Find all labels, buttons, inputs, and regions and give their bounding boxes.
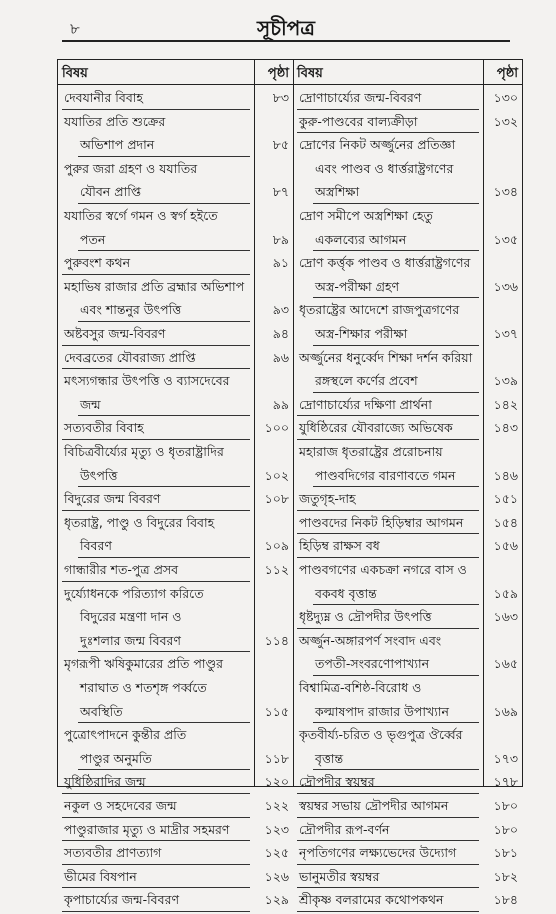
entry-title: পাণ্ডবগণের একচক্রা নগরে বাস ও — [299, 562, 467, 577]
entry-underline — [78, 250, 250, 251]
toc-entry — [293, 348, 522, 395]
entry-page-number: ১৬৯ — [493, 703, 518, 719]
entry-underline — [62, 274, 250, 275]
entry-underline — [313, 203, 479, 204]
entry-underline — [78, 486, 250, 487]
entry-underline — [297, 132, 479, 133]
entry-underline — [297, 864, 479, 865]
page-heading: পৃষ্ঠা — [267, 66, 289, 81]
entry-title: অর্জ্জুনের ধনুর্ব্বেদ শিক্ষা দর্শন করিয়া — [299, 349, 473, 365]
entry-underline — [297, 557, 479, 558]
entry-title: ধৃতরাষ্ট্রের আদেশে রাজপুত্রগণের — [299, 302, 460, 318]
entry-underline — [62, 911, 250, 912]
toc-entry — [293, 418, 522, 442]
entry-title: দুর্য্যোধনকে পরিত্যাগ করিতে — [64, 585, 204, 601]
entry-underline — [313, 675, 479, 676]
entry-title-continuation: পাণ্ডবদিগের বারণাবতে গমন — [315, 467, 456, 483]
entry-title: ভানুমতীর স্বয়ম্বর — [299, 868, 380, 884]
entry-title: পুরুবংশ কথন — [64, 255, 131, 271]
entry-page-number: ১১২ — [264, 562, 289, 577]
entry-page-number: ১৭৩ — [493, 750, 518, 766]
entry-title: যুধিষ্ঠিরের যৌবরাজ্যে অভিষেক — [299, 420, 453, 436]
entry-underline — [297, 840, 479, 841]
entry-page-number: ১৮২ — [493, 868, 518, 884]
entry-page-number: ৯৬ — [272, 349, 289, 365]
entry-underline — [62, 793, 250, 794]
toc-entry — [293, 725, 522, 772]
entry-page-number: ১৮১ — [493, 845, 518, 861]
entry-page-number: ১২৩ — [264, 821, 289, 837]
entry-title: কুরু-পাণ্ডবের বাল্যক্রীড়া — [299, 113, 418, 129]
entry-page-number: ১২৬ — [264, 868, 289, 884]
toc-entry — [58, 442, 293, 489]
entry-page-number: ১৩০ — [493, 90, 518, 105]
entry-page-number: ১৩২ — [493, 113, 518, 129]
entry-underline — [78, 557, 250, 558]
entry-underline — [313, 392, 479, 393]
entry-title-continuation: কল্মাষপাদ রাজার উপাখ্যান — [315, 703, 449, 719]
toc-entry — [58, 371, 293, 418]
entry-page-number: ১৭৮ — [493, 774, 518, 790]
entry-title: বিশ্বামিত্র-বশিষ্ঠ-বিরোধ ও — [299, 680, 422, 695]
entry-underline — [297, 415, 479, 416]
entry-title-continuation: বিদুরের মন্ত্রণা দান ও — [80, 609, 182, 625]
toc-entry — [58, 88, 293, 112]
entry-page-number: ৯৩ — [272, 302, 289, 318]
entry-title: যুধিষ্ঠিরাদির জন্ম — [64, 774, 146, 790]
page-title: সূচীপত্র — [257, 16, 315, 40]
entry-title-continuation: উৎপত্তি — [80, 467, 118, 483]
entry-page-number: ১১৪ — [264, 632, 289, 648]
entry-page-number: ১০২ — [264, 467, 289, 483]
entry-page-number: ১২৯ — [264, 892, 289, 908]
entry-page-number: ১৮০ — [493, 821, 518, 837]
entry-page-number: ১৩৪ — [493, 184, 518, 200]
entry-underline — [297, 793, 479, 794]
toc-entry — [293, 678, 522, 725]
entry-underline — [297, 817, 479, 818]
toc-entry — [293, 536, 522, 560]
subject-heading: বিষয় — [62, 66, 88, 81]
toc-entry — [58, 206, 293, 253]
entry-title: সত্যবতীর প্রাণত্যাগ — [64, 845, 162, 861]
entry-underline — [297, 628, 479, 629]
entry-underline — [62, 439, 250, 440]
entry-title: যযাতির স্বর্গে গমন ও স্বর্গ হইতে — [64, 208, 218, 223]
header-rule — [62, 40, 510, 42]
toc-entry — [293, 300, 522, 347]
toc-entry — [293, 607, 522, 631]
toc-entry — [58, 772, 293, 796]
toc-entry — [293, 820, 522, 844]
entry-underline — [313, 486, 479, 487]
entry-page-number: ৯৯ — [272, 396, 289, 412]
toc-table — [57, 59, 523, 908]
toc-entry — [293, 206, 522, 253]
entry-title: পুরুর জরা গ্রহণ ও যযাতির — [64, 160, 198, 176]
entry-page-number: ১৪২ — [493, 396, 518, 412]
toc-entry — [293, 772, 522, 796]
entry-title: ভীমের বিষপান — [64, 868, 137, 884]
entry-underline — [62, 817, 250, 818]
entry-title-continuation: রঙ্গস্থলে কর্ণের প্রবেশ — [315, 373, 418, 389]
entry-title: দ্রোণাচার্য্যের দক্ষিণা প্রার্থনা — [299, 396, 432, 412]
entry-page-number: ১৬৩ — [493, 609, 518, 625]
toc-entry — [58, 725, 293, 772]
entry-title: দেবযানীর বিবাহ — [64, 90, 143, 105]
entry-title: বিচিত্রবীর্য্যের মৃত্যু ও ধৃতরাষ্ট্রাদির — [64, 444, 224, 459]
entry-page-number: ১২০ — [264, 774, 289, 790]
toc-entry — [58, 277, 293, 324]
entry-title: পাণ্ডুরাজার মৃত্যু ও মাদ্রীর সহমরণ — [64, 821, 230, 837]
toc-entry — [293, 890, 522, 914]
entry-title: দেবব্রতের যৌবরাজ্য প্রাপ্তি — [64, 349, 196, 365]
entry-title: মৎস্যগন্ধার উৎপত্তি ও ব্যাসদেবের — [64, 373, 230, 389]
entry-title-continuation: অস্ত্র-শিক্ষার পরীক্ষা — [315, 325, 408, 341]
entry-title-continuation: অস্ত্রশিক্ষা — [315, 184, 360, 200]
entry-title: নকুল ও সহদেবের জন্ম — [64, 798, 177, 813]
entry-title-continuation: বকবধ বৃত্তান্ত — [315, 585, 377, 601]
entry-title: ধৃষ্টদ্যুম্ন ও দ্রৌপদীর উৎপত্তি — [299, 609, 432, 625]
entry-title-continuation: এবং শান্তনুর উৎপত্তি — [80, 302, 182, 318]
entry-page-number: ১৬৫ — [493, 656, 518, 672]
entry-page-number: ১৮০ — [493, 798, 518, 813]
entry-page-number: ১৫১ — [493, 491, 518, 507]
entry-underline — [297, 109, 479, 110]
entry-page-number: ১৩৭ — [493, 325, 518, 341]
entry-title: ধৃতরাষ্ট্র, পাণ্ডু ও বিদুরের বিবাহ — [64, 514, 215, 530]
entry-title-continuation: শরাঘাত ও শতশৃঙ্গ পর্ব্বতে — [80, 679, 207, 695]
entry-page-number: ১০৯ — [264, 538, 289, 554]
entry-title: জতুগৃহ-দাহ — [299, 491, 356, 507]
entry-title-continuation: তপতী-সংবরণোপাখ্যান — [315, 656, 430, 672]
toc-entry — [58, 253, 293, 277]
entry-title-continuation: জন্ম — [80, 396, 101, 412]
entry-underline — [313, 250, 479, 251]
entry-title: দ্রোণের নিকট অর্জ্জুনের প্রতিজ্ঞা — [299, 137, 456, 153]
toc-entry — [293, 843, 522, 867]
column-header — [58, 60, 293, 85]
entry-title: মহারাজ ধৃতরাষ্ট্রের প্ররোচনায় — [299, 444, 443, 459]
entry-title: মহাভিষ রাজার প্রতি ব্রহ্মার অভিশাপ — [64, 278, 245, 294]
toc-entry — [293, 867, 522, 891]
toc-entry — [58, 654, 293, 725]
toc-entry — [58, 890, 293, 914]
entry-page-number: ৯১ — [272, 255, 289, 271]
entry-title: দ্রৌপদীর স্বয়ম্বর — [299, 774, 375, 790]
entry-underline — [78, 651, 250, 652]
entry-title-continuation: দুঃশলার জন্ম বিবরণ — [80, 632, 181, 648]
entry-underline — [297, 533, 479, 534]
toc-entry — [293, 442, 522, 489]
entry-title-continuation: বিবরণ — [80, 538, 112, 554]
toc-entry — [58, 159, 293, 206]
entry-page-number: ১৩৬ — [493, 278, 518, 294]
toc-entry — [58, 112, 293, 159]
toc-entry — [58, 348, 293, 372]
entry-title-continuation: বৃত্তান্ত — [315, 750, 344, 766]
entry-title: পাণ্ডবদের নিকট হিড়িম্বার আগমন — [299, 514, 464, 530]
entry-title: যযাতির প্রতি শুক্রের — [64, 113, 166, 129]
column-header — [293, 60, 522, 85]
toc-entry — [58, 418, 293, 442]
entry-title-continuation: পাণ্ডুর অনুমতি — [80, 750, 152, 766]
toc-entry — [58, 324, 293, 348]
entry-underline — [313, 722, 479, 723]
entry-title-continuation: অস্ত্র-পরীক্ষা গ্রহণ — [315, 278, 400, 294]
entry-underline — [62, 887, 250, 888]
entry-page-number: ৯৪ — [272, 326, 289, 341]
entry-underline — [297, 887, 479, 888]
entry-title-continuation: অভিশাপ প্রদান — [80, 137, 155, 153]
entry-title: সত্যবতীর বিবাহ — [64, 420, 144, 436]
entry-page-number: ৮৭ — [272, 184, 289, 200]
toc-entry — [293, 112, 522, 136]
entry-underline — [313, 604, 479, 605]
entry-underline — [78, 321, 250, 322]
entry-underline — [78, 156, 250, 157]
toc-entry — [58, 513, 293, 560]
entry-page-number: ৮৯ — [272, 231, 289, 247]
entry-underline — [62, 510, 250, 511]
toc-entry — [58, 489, 293, 513]
entry-title-continuation: পতন — [80, 231, 106, 247]
entry-underline — [297, 510, 479, 511]
toc-entry — [58, 843, 293, 867]
entry-underline — [313, 297, 479, 298]
entry-title: দ্রৌপদীর রূপ-বর্ণন — [299, 821, 390, 837]
entry-title: অর্জ্জুন-অঙ্গারপর্ণ সংবাদ এবং — [299, 632, 442, 648]
toc-entry — [293, 560, 522, 607]
entry-title: মৃগরূপী ঋষিকুমারের প্রতি পাণ্ডুর — [64, 656, 223, 672]
page-header — [62, 8, 510, 42]
entry-title: বিদুরের জন্ম বিবরণ — [64, 491, 161, 507]
entry-title: দ্রোণ সমীপে অস্ত্রশিক্ষা হেতু — [299, 208, 433, 223]
entry-underline — [297, 911, 479, 912]
entry-page-number: ১০৮ — [264, 491, 289, 507]
entry-underline — [78, 769, 250, 770]
entry-underline — [78, 722, 250, 723]
toc-column-right — [293, 60, 522, 908]
subject-heading: বিষয় — [297, 66, 323, 81]
toc-column-left — [58, 60, 294, 908]
entry-page-number: ১২৫ — [264, 845, 289, 861]
entry-underline — [78, 203, 250, 204]
entry-page-number: ১৫৪ — [493, 514, 518, 530]
toc-entry — [293, 395, 522, 419]
toc-entry — [58, 584, 293, 655]
entry-page-number: ৮৩ — [272, 90, 289, 105]
entry-underline — [62, 368, 250, 369]
entry-underline — [62, 581, 250, 582]
page-number: ৮ — [70, 20, 80, 38]
entry-title: অষ্টবসুর জন্ম-বিবরণ — [64, 326, 166, 341]
toc-entry — [293, 135, 522, 206]
toc-entry — [293, 631, 522, 678]
entry-underline — [62, 345, 250, 346]
entry-title-continuation: যৌবন প্রাপ্তি — [80, 184, 142, 200]
entry-underline — [62, 840, 250, 841]
entry-page-number: ১৪৩ — [493, 420, 518, 436]
entry-underline — [78, 415, 250, 416]
entry-title-continuation: এবং পাণ্ডব ও ধার্ত্তরাষ্ট্রগণের — [315, 160, 454, 176]
entry-page-number: ৮৫ — [272, 137, 289, 153]
entry-page-number: ১৮৪ — [493, 892, 518, 908]
toc-entry — [293, 513, 522, 537]
toc-entry — [58, 820, 293, 844]
entry-title: পুত্রোৎপাদনে কুন্তীর প্রতি — [64, 727, 187, 743]
entry-underline — [313, 345, 479, 346]
entry-title: স্বয়ম্বর সভায় দ্রৌপদীর আগমন — [299, 798, 449, 813]
entry-title: দ্রোণ কর্ত্তৃক পাণ্ডব ও ধার্ত্তরাষ্ট্রগণের — [299, 255, 471, 271]
entry-page-number: ১২২ — [264, 798, 289, 813]
entry-page-number: ১৪৬ — [493, 467, 518, 483]
entry-title-continuation: একলব্যের আগমন — [315, 231, 407, 247]
entry-page-number: ১১৮ — [264, 750, 289, 766]
entry-page-number: ১৫৯ — [493, 585, 518, 601]
entry-title: কৃতবীর্য্য-চরিত ও ভৃগুপুত্র ঔর্ব্বের — [299, 727, 463, 743]
entry-page-number: ১০০ — [264, 420, 289, 436]
entry-title-continuation: অবস্থিতি — [80, 703, 123, 719]
entry-title: নৃপতিগণের লক্ষ্যভেদের উদ্যোগ — [299, 845, 457, 861]
entry-page-number: ১৩৫ — [493, 231, 518, 247]
entry-page-number: ১৩৯ — [493, 373, 518, 389]
toc-entry — [293, 489, 522, 513]
toc-entry — [58, 867, 293, 891]
entry-title: শ্রীকৃষ্ণ বলরামের কথোপকথন — [299, 892, 444, 908]
entry-title: দ্রোণাচার্য্যের জন্ম-বিবরণ — [299, 90, 422, 105]
entry-underline — [297, 439, 479, 440]
toc-entry — [58, 560, 293, 584]
page-heading: পৃষ্ঠা — [496, 66, 518, 81]
entry-page-number: ১১৫ — [264, 703, 289, 719]
entry-underline — [313, 769, 479, 770]
toc-entry — [293, 88, 522, 112]
entry-title: কৃপাচার্য্যের জন্ম-বিবরণ — [64, 892, 180, 908]
entry-underline — [62, 109, 250, 110]
entry-page-number: ১৫৬ — [493, 538, 518, 554]
entry-title: গান্ধারীর শত-পুত্র প্রসব — [64, 562, 179, 577]
toc-entry — [293, 253, 522, 300]
entry-underline — [62, 864, 250, 865]
entry-title: হিড়িম্ব রাক্ষস বধ — [299, 538, 380, 554]
